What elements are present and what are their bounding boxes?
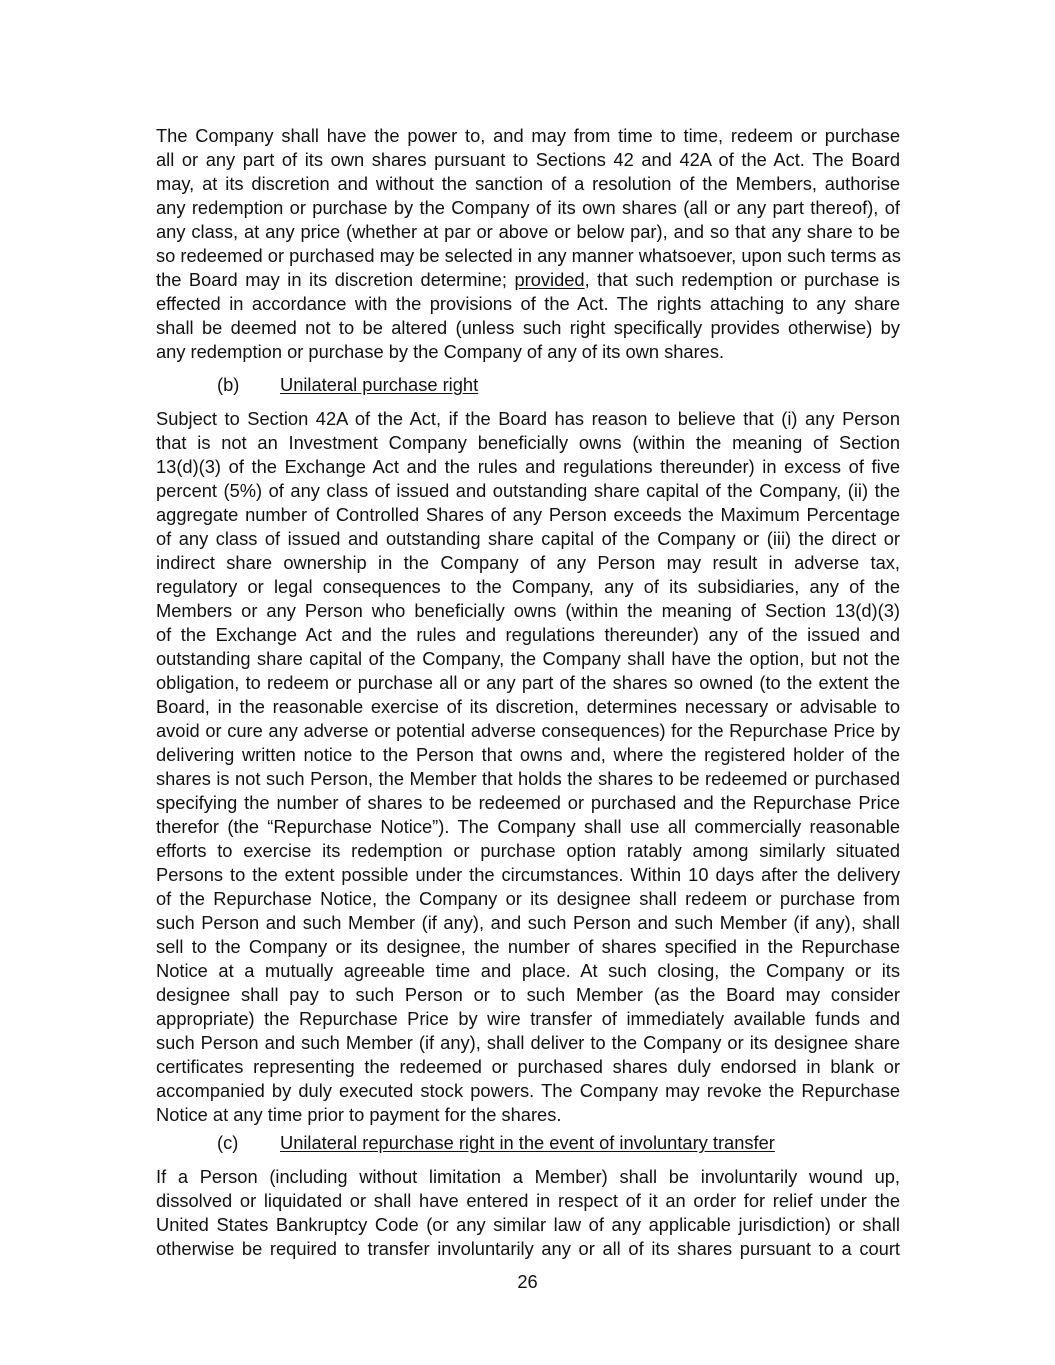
- text-line: United States Bankruptcy Code (or any similar law of any applicable jurisdiction) or shall: [156, 1214, 900, 1235]
- text-line: Persons to the extent possible under the circumstances. Within 10 days after the delivery: [156, 864, 900, 885]
- text-line: delivering written notice to the Person that owns and, where the registered holder of the: [156, 744, 900, 765]
- section-b-title: Unilateral purchase right: [280, 374, 479, 395]
- text-line: [156, 268, 900, 292]
- text-line: 13(d)(3) of the Exchange Act and the rules and regulations thereunder) in excess of five: [156, 456, 900, 477]
- text-line: any class, at any price (whether at par or above or below par), and so that any share to be: [156, 221, 900, 242]
- provided-term: provided: [514, 269, 585, 290]
- text-line: designee shall pay to such Person or to such Member (as the Board may consider: [156, 984, 900, 1005]
- section-c-title: Unilateral repurchase right in the event of involuntary transfer: [280, 1132, 775, 1153]
- text-line: so redeemed or purchased may be selected in any manner whatsoever, upon such terms as: [156, 245, 901, 266]
- paragraph-redemption-power: [156, 124, 900, 364]
- text-line: shall be deemed not to be altered (unless such right specifically provides otherwise) by: [156, 317, 900, 338]
- text-line: The Company shall have the power to, and may from time to time, redeem or purchase: [156, 125, 900, 146]
- text-line: any redemption or purchase by the Company of its own shares (all or any part thereof), of: [156, 197, 900, 218]
- text-line: may, at its discretion and without the sanction of a resolution of the Members, authorise: [156, 173, 900, 194]
- section-c-number: (c): [217, 1132, 239, 1153]
- text-line: accompanied by duly executed stock powers. The Company may revoke the Repurchase: [156, 1080, 900, 1101]
- text-line: of any class of issued and outstanding share capital of the Company or (iii) the direct or: [156, 528, 900, 549]
- text-line: certificates representing the redeemed or purchased shares duly endorsed in blank or: [156, 1056, 900, 1077]
- text-line: such Person and such Member (if any), and such Person and such Member (if any), shall: [156, 912, 900, 933]
- paragraph-involuntary-transfer: [156, 1165, 900, 1261]
- text-line: appropriate) the Repurchase Price by wire transfer of immediately available funds and: [156, 1008, 900, 1029]
- text-line: shares is not such Person, the Member that holds the shares to be redeemed or purchased: [156, 768, 900, 789]
- text-line: Members or any Person who beneficially owns (within the meaning of Section 13(d)(3): [156, 600, 900, 621]
- text-line: outstanding share capital of the Company, the Company shall have the option, but not the: [156, 648, 900, 669]
- text-line: indirect share ownership in the Company of any Person may result in adverse tax,: [156, 552, 900, 573]
- text-line: avoid or cure any adverse or potential adverse consequences) for the Repurchase Price by: [156, 720, 900, 741]
- text-line: therefor (the “Repurchase Notice”). The Company shall use all commercially reasonable: [156, 816, 900, 837]
- text-line: aggregate number of Controlled Shares of any Person exceeds the Maximum Percentage: [156, 504, 900, 525]
- text-line: of the Repurchase Notice, the Company or its designee shall redeem or purchase from: [156, 888, 900, 909]
- text-line: any redemption or purchase by the Company of any of its own shares.: [156, 341, 725, 362]
- text-line: regulatory or legal consequences to the Company, any of its subsidiaries, any of the: [156, 576, 900, 597]
- text-line: Subject to Section 42A of the Act, if the Board has reason to believe that (i) any Person: [156, 408, 900, 429]
- text-line: dissolved or liquidated or shall have entered in respect of it an order for relief under the: [156, 1190, 900, 1211]
- text-line: specifying the number of shares to be redeemed or purchased and the Repurchase Price: [156, 792, 900, 813]
- text-line: percent (5%) of any class of issued and outstanding share capital of the Company, (ii) the: [156, 480, 900, 501]
- text-line: all or any part of its own shares pursuant to Sections 42 and 42A of the Act. The Board: [156, 149, 900, 170]
- text-line: Notice at any time prior to payment for the shares.: [156, 1104, 562, 1125]
- section-b-number: (b): [217, 374, 240, 395]
- text-line: Notice at a mutually agreeable time and place. At such closing, the Company or its: [156, 960, 900, 981]
- text-line: of the Exchange Act and the rules and regulations thereunder) any of the issued and: [156, 624, 900, 645]
- page-number: 26: [517, 1271, 538, 1292]
- text-line: such Person and such Member (if any), shall deliver to the Company or its designee share: [156, 1032, 900, 1053]
- text-line: efforts to exercise its redemption or purchase option ratably among similarly situated: [156, 840, 900, 861]
- text-line: If a Person (including without limitation a Member) shall be involuntarily wound up,: [156, 1166, 900, 1187]
- text-segment: , that such redemption or purchase is: [584, 269, 900, 290]
- text-segment: the Board may in its discretion determine;: [156, 269, 515, 290]
- paragraph-unilateral-purchase: [156, 407, 900, 1127]
- text-line: effected in accordance with the provisions of the Act. The rights attaching to any share: [156, 293, 900, 314]
- text-line: otherwise be required to transfer involuntarily any or all of its shares pursuant to a court: [156, 1238, 900, 1259]
- text-line: that is not an Investment Company beneficially owns (within the meaning of Section: [156, 432, 900, 453]
- text-line: Board, in the reasonable exercise of its discretion, determines necessary or advisable to: [156, 696, 900, 717]
- text-line: sell to the Company or its designee, the number of shares specified in the Repurchase: [156, 936, 900, 957]
- text-line: obligation, to redeem or purchase all or any part of the shares so owned (to the extent the: [156, 672, 900, 693]
